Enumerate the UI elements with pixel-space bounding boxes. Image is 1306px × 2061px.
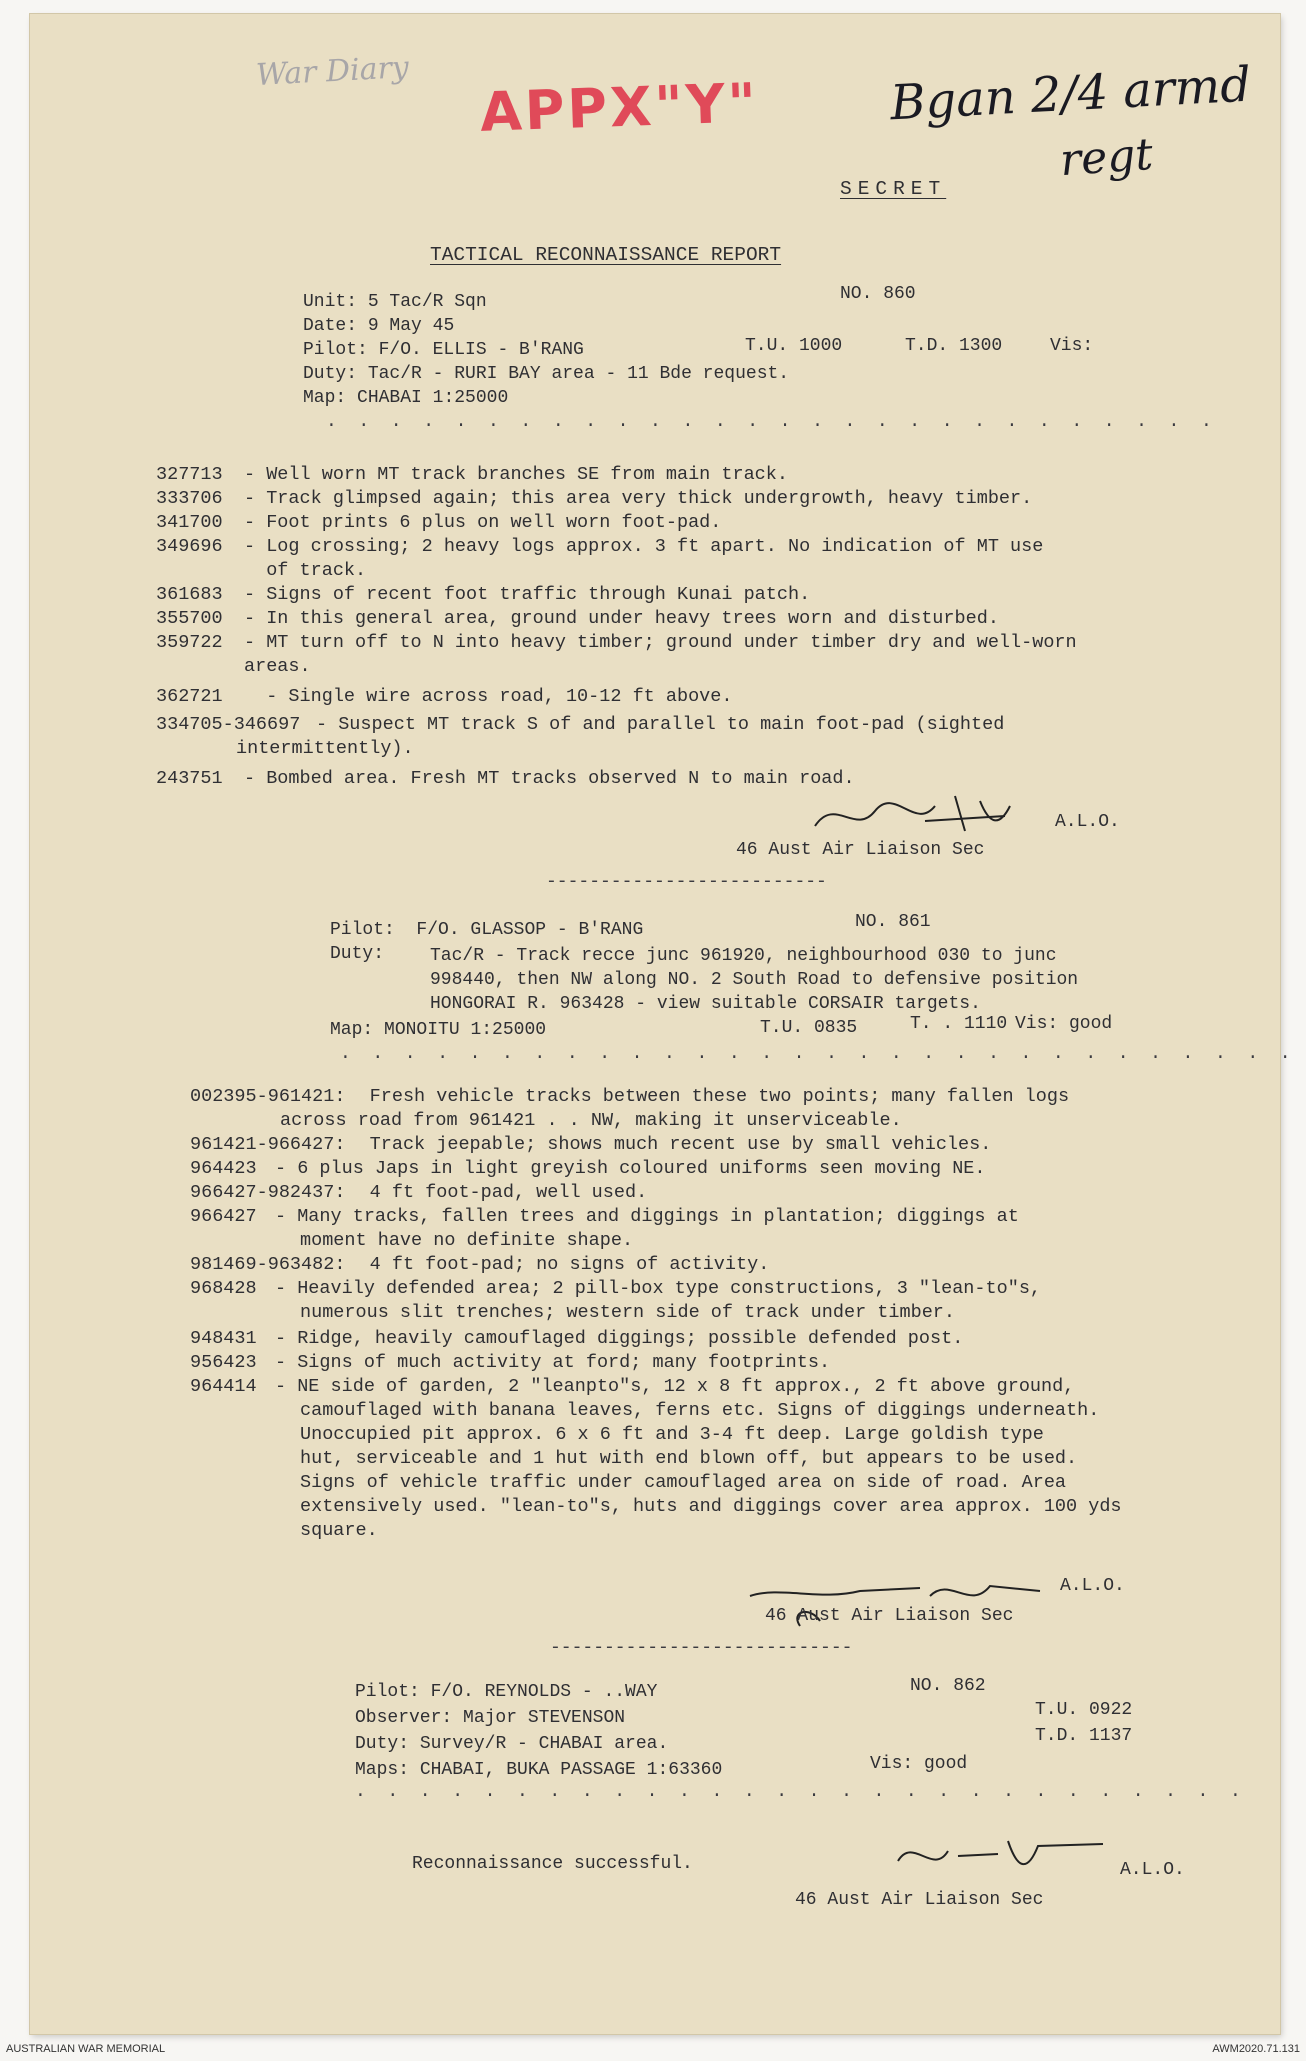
- list-item: [190, 1156, 986, 1181]
- duty-block-2: [430, 944, 1078, 1016]
- list-item: [236, 736, 414, 761]
- grid-ref: 964423: [190, 1158, 257, 1179]
- list-item: [190, 1084, 1069, 1109]
- duty-value: Survey/R - CHABAI area.: [419, 1734, 669, 1754]
- duty-row-3: [355, 1734, 668, 1754]
- entry-text: numerous slit trenches; western side of track under timber.: [300, 1302, 956, 1323]
- entry-text: extensively used. "lean-to"s, huts and diggings cover area approx. 100 yds: [300, 1496, 1122, 1517]
- entry-text: - 6 plus Japs in light greyish coloured uniforms seen moving NE.: [275, 1158, 986, 1179]
- pilot-row-3: [355, 1682, 657, 1702]
- pilot-row: [303, 340, 584, 360]
- duty-label-2: Duty:: [330, 944, 385, 964]
- entry-text: Track jeepable; shows much recent use by small vehicles.: [369, 1134, 992, 1155]
- pilot-value: F/O. REYNOLDS - ..WAY: [430, 1682, 658, 1702]
- report-number: NO. 860: [840, 284, 916, 304]
- grid-ref: 362721: [156, 686, 223, 707]
- entry-text: Unoccupied pit approx. 6 x 6 ft and 3-4 ft deep. Large goldish type: [300, 1424, 1044, 1445]
- report-title: TACTICAL RECONNAISSANCE REPORT: [430, 244, 782, 266]
- list-item: [156, 558, 366, 583]
- visibility-3: Vis: good: [870, 1754, 968, 1774]
- entry-text: intermittently).: [236, 738, 414, 759]
- visibility-label: Vis:: [1050, 336, 1094, 356]
- grid-ref: 355700: [156, 608, 223, 629]
- list-item: [300, 1398, 1099, 1423]
- entry-text: Signs of vehicle traffic under camouflaged area on side of road. Area: [300, 1472, 1067, 1493]
- map-row: [303, 388, 508, 408]
- landing-time: T.D. 1300: [905, 336, 1003, 356]
- list-item: [300, 1518, 378, 1543]
- grid-ref: 327713: [156, 464, 223, 485]
- takeoff-time-3: T.U. 0922: [1035, 1700, 1133, 1720]
- list-item: [300, 1446, 1077, 1471]
- entry-text: square.: [300, 1520, 378, 1541]
- list-item: [156, 630, 1077, 655]
- entry-text: hut, serviceable and 1 hut with end blown off, but appears to be used.: [300, 1448, 1078, 1469]
- alo-label-3: A.L.O.: [1120, 1860, 1185, 1880]
- entry-text: of track.: [244, 560, 367, 581]
- entry-text: - Heavily defended area; 2 pill-box type constructions, 3 "lean-to"s,: [275, 1278, 1042, 1299]
- duty-label: Duty:: [355, 1734, 410, 1754]
- report-number-3: NO. 862: [910, 1676, 986, 1696]
- grid-ref: 968428: [190, 1278, 257, 1299]
- grid-ref: 966427: [190, 1206, 257, 1227]
- landing-time-2: T. . 1110: [910, 1014, 1008, 1034]
- pilot-label: Pilot:: [303, 340, 368, 360]
- list-item: [280, 1108, 902, 1133]
- landing-time-3: T.D. 1137: [1035, 1726, 1133, 1746]
- grid-ref: 341700: [156, 512, 223, 533]
- document-page: [30, 14, 1291, 2034]
- list-item: [190, 1132, 991, 1157]
- grid-ref: 349696: [156, 536, 223, 557]
- grid-ref: 966427-982437:: [190, 1182, 346, 1203]
- grid-ref: 948431: [190, 1328, 257, 1349]
- date-row: [303, 316, 454, 336]
- signature-3: [888, 1826, 1118, 1886]
- entry-text: - Log crossing; 2 heavy logs approx. 3 ft apart. No indication of MT use: [244, 536, 1044, 557]
- duty-line: Tac/R - Track recce junc 961920, neighbourhood 030 to junc: [430, 946, 1057, 966]
- entry-text: 4 ft foot-pad, well used.: [369, 1182, 648, 1203]
- unit-label: Unit:: [303, 292, 358, 312]
- grid-ref: 981469-963482:: [190, 1254, 346, 1275]
- list-item: [156, 684, 732, 709]
- archive-name: AUSTRALIAN WAR MEMORIAL: [6, 2043, 166, 2055]
- alo-label-1: A.L.O.: [1055, 812, 1120, 832]
- handwritten-unit-line1: Bgan 2/4 armd: [888, 56, 1253, 132]
- dashed-divider-2: ----------------------------: [550, 1638, 853, 1658]
- takeoff-time: T.U. 1000: [745, 336, 843, 356]
- maps-value: CHABAI, BUKA PASSAGE 1:63360: [419, 1760, 723, 1780]
- grid-ref: 002395-961421:: [190, 1086, 346, 1107]
- list-item: [244, 654, 311, 679]
- grid-ref: 961421-966427:: [190, 1134, 346, 1155]
- entry-text: 4 ft foot-pad; no signs of activity.: [369, 1254, 770, 1275]
- list-item: [300, 1422, 1044, 1447]
- handwritten-unit-line2: regt: [1058, 128, 1155, 187]
- result-text: Reconnaissance successful.: [412, 1854, 693, 1874]
- list-item: [156, 766, 855, 791]
- entry-text: - Many tracks, fallen trees and diggings in plantation; diggings at: [275, 1206, 1019, 1227]
- visibility-2: Vis: good: [1015, 1014, 1113, 1034]
- entry-text: - Track glimpsed again; this area very thick undergrowth, heavy timber.: [244, 488, 1033, 509]
- section-label-2: 46 Aust Air Liaison Sec: [765, 1606, 1014, 1626]
- entry-text: - MT turn off to N into heavy timber; ground under timber dry and well-worn: [244, 632, 1077, 653]
- pilot-value: F/O. ELLIS - B'RANG: [378, 340, 584, 360]
- list-item: [190, 1252, 769, 1277]
- grid-ref: 334705-346697: [156, 714, 301, 735]
- entry-text: - Suspect MT track S of and parallel to main foot-pad (sighted: [316, 714, 1005, 735]
- grid-ref: 333706: [156, 488, 223, 509]
- map-value: MONOITU 1:25000: [384, 1020, 547, 1040]
- dotted-divider-3: · · · · · · · · · · · · · · · · · · · · · · · · · · · ·: [355, 1786, 1241, 1806]
- takeoff-time-2: T.U. 0835: [760, 1018, 858, 1038]
- entry-text: - Single wire across road, 10-12 ft above.: [244, 686, 733, 707]
- list-item: [156, 582, 810, 607]
- grid-ref: 243751: [156, 768, 223, 789]
- grid-ref: 956423: [190, 1352, 257, 1373]
- list-item: [156, 510, 721, 535]
- entry-text: - In this general area, ground under heavy trees worn and disturbed.: [244, 608, 999, 629]
- entry-text: Fresh vehicle tracks between these two points; many fallen logs: [369, 1086, 1070, 1107]
- list-item: [190, 1180, 647, 1205]
- map-label: Map:: [330, 1020, 374, 1040]
- list-item: [156, 462, 788, 487]
- list-item: [156, 486, 1032, 511]
- duty-line: HONGORAI R. 963428 - view suitable CORSAIR targets.: [430, 994, 981, 1014]
- list-item: [156, 606, 999, 631]
- list-item: [300, 1300, 955, 1325]
- appendix-stamp: APPX"Y": [478, 71, 760, 144]
- map-label: Map:: [303, 388, 347, 408]
- entry-text: - Well worn MT track branches SE from main track.: [244, 464, 788, 485]
- unit-value: 5 Tac/R Sqn: [367, 292, 487, 312]
- pilot-row-2: [330, 920, 643, 940]
- list-item: [190, 1326, 963, 1351]
- grid-ref: 964414: [190, 1376, 257, 1397]
- duty-value: Tac/R - RURI BAY area - 11 Bde request.: [367, 364, 790, 384]
- signature-1: [805, 786, 1045, 846]
- duty-row: [303, 364, 789, 384]
- section-label-1: 46 Aust Air Liaison Sec: [736, 840, 985, 860]
- entry-text: - Signs of much activity at ford; many footprints.: [275, 1352, 831, 1373]
- unit-row: [303, 292, 487, 312]
- list-item: [156, 712, 1004, 737]
- alo-label-2: A.L.O.: [1060, 1576, 1125, 1596]
- entry-text: camouflaged with banana leaves, ferns etc. Signs of diggings underneath.: [300, 1400, 1100, 1421]
- observer-label: Observer:: [355, 1708, 453, 1728]
- list-item: [300, 1470, 1066, 1495]
- map-value: CHABAI 1:25000: [357, 388, 509, 408]
- grid-ref: 361683: [156, 584, 223, 605]
- grid-ref: 359722: [156, 632, 223, 653]
- pilot-label: Pilot:: [330, 920, 395, 940]
- pencil-annotation: War Diary: [255, 50, 410, 93]
- pilot-label: Pilot:: [355, 1682, 420, 1702]
- dashed-divider-1: --------------------------: [546, 872, 827, 892]
- list-item: [300, 1228, 633, 1253]
- dotted-divider-2: · · · · · · · · · · · · · · · · · · · · · · · · · · · · · ·: [340, 1048, 1291, 1068]
- list-item: [300, 1494, 1122, 1519]
- classification-label: SECRET: [840, 178, 947, 200]
- duty-label: Duty:: [303, 364, 358, 384]
- observer-row: [355, 1708, 625, 1728]
- report-number-2: NO. 861: [855, 912, 931, 932]
- entry-text: - Bombed area. Fresh MT tracks observed N to main road.: [244, 768, 855, 789]
- observer-value: Major STEVENSON: [463, 1708, 626, 1728]
- dotted-divider: · · · · · · · · · · · · · · · · · · · · · · · · · · · ·: [326, 416, 1212, 436]
- entry-text: across road from 961421 . . NW, making it unserviceable.: [280, 1110, 902, 1131]
- maps-row: [355, 1760, 722, 1780]
- date-label: Date:: [303, 316, 358, 336]
- list-item: [190, 1350, 830, 1375]
- entry-text: - Foot prints 6 plus on well worn foot-pad.: [244, 512, 722, 533]
- list-item: [190, 1276, 1041, 1301]
- pilot-value: F/O. GLASSOP - B'RANG: [416, 920, 644, 940]
- list-item: [190, 1374, 1074, 1399]
- list-item: [156, 534, 1043, 559]
- entry-text: moment have no definite shape.: [300, 1230, 634, 1251]
- entry-text: - Ridge, heavily camouflaged diggings; possible defended post.: [275, 1328, 964, 1349]
- date-value: 9 May 45: [367, 316, 455, 336]
- list-item: [190, 1204, 1019, 1229]
- archive-footer: [0, 2040, 1306, 2061]
- duty-line: 998440, then NW along NO. 2 South Road to defensive position: [430, 970, 1079, 990]
- maps-label: Maps:: [355, 1760, 410, 1780]
- section-label-3: 46 Aust Air Liaison Sec: [795, 1890, 1044, 1910]
- map-row-2: [330, 1020, 546, 1040]
- entry-text: - Signs of recent foot traffic through Kunai patch.: [244, 584, 811, 605]
- entry-text: areas.: [244, 656, 311, 677]
- archive-reference: AWM2020.71.131: [1212, 2043, 1300, 2055]
- entry-text: - NE side of garden, 2 "leanpto"s, 12 x 8 ft approx., 2 ft above ground,: [275, 1376, 1075, 1397]
